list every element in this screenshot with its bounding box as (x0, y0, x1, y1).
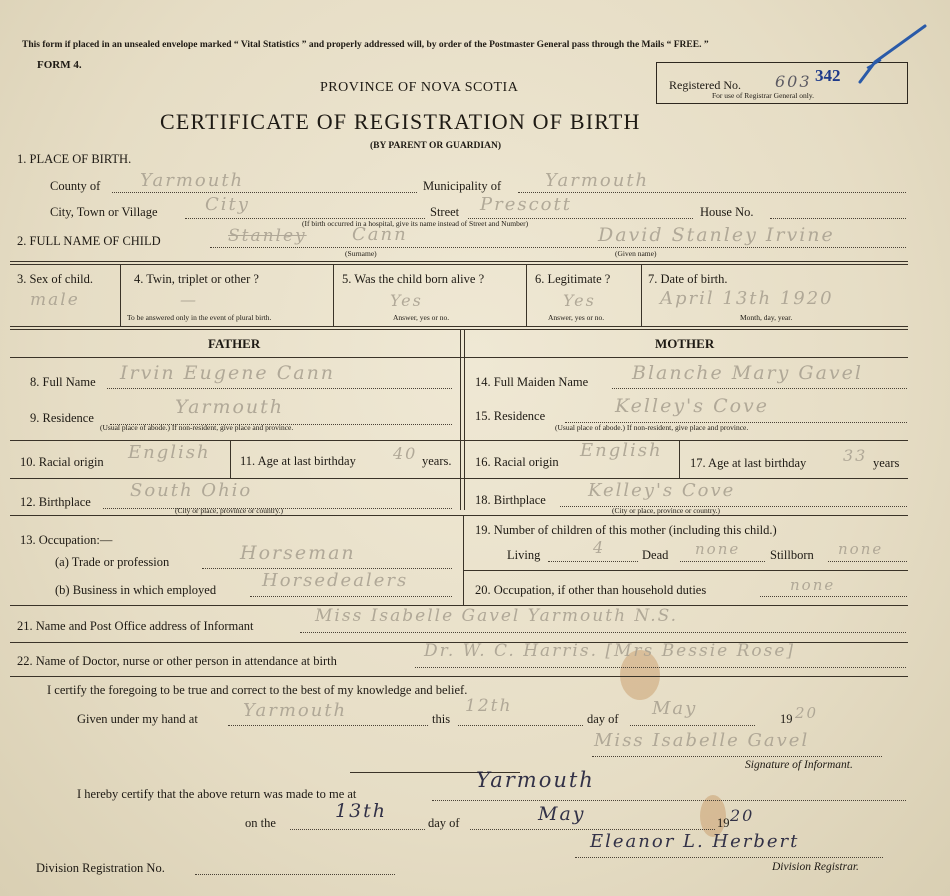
mother-birthplace-note: (City or place, province or country.) (612, 506, 721, 515)
given-place-value: Yarmouth (243, 700, 348, 721)
legitimate-note: Answer, yes or no. (548, 313, 605, 322)
father-residence-value: Yarmouth (175, 396, 285, 418)
date-of-birth-value: April 13th 1920 (660, 288, 834, 309)
registrar-year-prefix: 19 (717, 816, 730, 830)
mother-age-years: years (873, 456, 900, 470)
given-day-of-label: day of (587, 712, 619, 726)
father-heading: FATHER (208, 336, 261, 351)
registrar-year-value: 20 (730, 806, 755, 825)
father-racial-label: 10. Racial origin (20, 455, 104, 469)
given-this-label: this (432, 712, 451, 726)
mother-age-label: 17. Age at last birthday (690, 456, 807, 470)
street-value: Prescott (480, 194, 572, 215)
municipality-value: Yarmouth (545, 170, 650, 191)
house-number-label: House No. (700, 205, 754, 219)
county-label: County of (50, 179, 101, 193)
hospital-note: (If birth occurred in a hospital, give its name instead of Street and Number) (302, 219, 529, 228)
struck-name: Stanley (228, 226, 307, 246)
mother-racial-value: English (580, 440, 663, 461)
registrar-day-of-label: day of (428, 816, 460, 830)
mother-age-value: 33 (843, 446, 868, 465)
given-month-value: May (652, 698, 698, 719)
father-occupation-label: 13. Occupation:— (20, 533, 113, 547)
mother-birthplace-value: Kelley's Cove (588, 480, 736, 501)
mother-occupation-label: 20. Occupation, if other than household duties (475, 583, 707, 597)
given-day-value: 12th (465, 696, 513, 716)
father-residence-note: (Usual place of abode.) If non-resident, give place and province. (100, 423, 294, 432)
twin-value: — (180, 290, 198, 309)
dead-value: none (695, 540, 741, 558)
father-age-label: 11. Age at last birthday (240, 454, 356, 468)
mother-racial-label: 16. Racial origin (475, 455, 559, 469)
mother-residence-value: Kelley's Cove (615, 395, 770, 417)
check-mark-icon (855, 20, 930, 85)
registrar-place-value: Yarmouth (476, 768, 595, 792)
registrar-signature: Eleanor L. Herbert (590, 831, 800, 852)
place-of-birth-heading: 1. PLACE OF BIRTH. (17, 152, 132, 166)
father-trade-label: (a) Trade or profession (55, 555, 170, 569)
municipality-label: Municipality of (423, 179, 502, 193)
mother-name-label: 14. Full Maiden Name (475, 375, 589, 389)
division-registration-label: Division Registration No. (36, 861, 165, 875)
registered-number-part-b: 342 (815, 66, 841, 85)
registrar-month-value: May (538, 803, 586, 825)
registrar-statement: I hereby certify that the above return was made to me at (77, 787, 357, 801)
father-name-label: 8. Full Name (30, 375, 96, 389)
given-year-value: 20 (795, 704, 819, 722)
mailing-notice: This form if placed in an unsealed envelope marked “ Vital Statistics ” and properly addressed will, by order of the Postmaster General pass through the Mails “ FREE. ” (22, 40, 709, 50)
informant-label: 21. Name and Post Office address of Informant (17, 619, 254, 633)
legitimate-label: 6. Legitimate ? (535, 272, 611, 286)
given-year-prefix: 19 (780, 712, 793, 726)
informant-value: Miss Isabelle Gavel Yarmouth N.S. (315, 606, 679, 626)
legitimate-value: Yes (563, 291, 596, 310)
mother-heading: MOTHER (655, 336, 715, 351)
doctor-label: 22. Name of Doctor, nurse or other person in attendance at birth (17, 654, 337, 668)
form-number: FORM 4. (37, 59, 82, 71)
mother-residence-note: (Usual place of abode.) If non-resident, give place and province. (555, 423, 749, 432)
registrar-general-note: For use of Registrar General only. (712, 91, 814, 100)
mother-birthplace-label: 18. Birthplace (475, 493, 546, 507)
date-of-birth-note: Month, day, year. (740, 313, 793, 322)
alive-label: 5. Was the child born alive ? (342, 272, 485, 286)
father-age-years: years. (422, 454, 452, 468)
living-label: Living (507, 548, 541, 562)
given-at-label: Given under my hand at (77, 712, 198, 726)
given-name-caption: (Given name) (615, 249, 657, 258)
alive-value: Yes (390, 291, 423, 310)
informant-signature: Miss Isabelle Gavel (594, 730, 810, 751)
mother-name-value: Blanche Mary Gavel (632, 362, 863, 384)
document-title: CERTIFICATE OF REGISTRATION OF BIRTH (160, 109, 641, 134)
city-label: City, Town or Village (50, 205, 158, 219)
mother-occupation-value: none (790, 576, 836, 594)
father-residence-label: 9. Residence (30, 411, 94, 425)
child-surname: Cann (352, 224, 408, 245)
registered-number-label: Registered No. (669, 78, 741, 92)
dead-label: Dead (642, 548, 669, 562)
child-given-name: David Stanley Irvine (598, 224, 835, 246)
living-value: 4 (593, 538, 606, 557)
twin-note: To be answered only in the event of plural birth. (127, 313, 272, 322)
father-birthplace-note: (City or place, province or country.) (175, 506, 284, 515)
registrar-day-value: 13th (335, 800, 388, 822)
father-age-value: 40 (393, 444, 418, 463)
father-birthplace-label: 12. Birthplace (20, 495, 91, 509)
date-of-birth-label: 7. Date of birth. (648, 272, 728, 286)
children-count-label: 19. Number of children of this mother (including this child.) (475, 523, 777, 537)
father-birthplace-value: South Ohio (130, 480, 253, 501)
father-business-label: (b) Business in which employed (55, 583, 217, 597)
surname-caption: (Surname) (345, 249, 377, 258)
registrar-signature-caption: Division Registrar. (772, 861, 859, 873)
street-label: Street (430, 205, 460, 219)
doctor-value: Dr. W. C. Harris. [Mrs Bessie Rose] (424, 641, 796, 661)
father-name-value: Irvin Eugene Cann (120, 362, 336, 384)
document-subtitle: (BY PARENT OR GUARDIAN) (370, 141, 501, 151)
stillborn-label: Stillborn (770, 548, 814, 562)
sex-value: male (30, 290, 80, 310)
stillborn-value: none (838, 540, 884, 558)
sex-label: 3. Sex of child. (17, 272, 94, 286)
father-business-value: Horsedealers (262, 570, 409, 591)
mother-residence-label: 15. Residence (475, 409, 546, 423)
certification-statement: I certify the foregoing to be true and correct to the best of my knowledge and belief. (47, 683, 468, 697)
city-value: City (205, 194, 250, 215)
child-name-label: 2. FULL NAME OF CHILD (17, 234, 161, 248)
informant-signature-caption: Signature of Informant. (745, 759, 853, 771)
father-racial-value: English (128, 442, 211, 463)
father-trade-value: Horseman (240, 542, 356, 564)
county-value: Yarmouth (140, 170, 245, 191)
registrar-on-the-label: on the (245, 816, 276, 830)
alive-note: Answer, yes or no. (393, 313, 450, 322)
registered-number-part-a: 603 (775, 72, 812, 91)
twin-label: 4. Twin, triplet or other ? (134, 272, 259, 286)
province-heading: PROVINCE OF NOVA SCOTIA (320, 80, 519, 95)
